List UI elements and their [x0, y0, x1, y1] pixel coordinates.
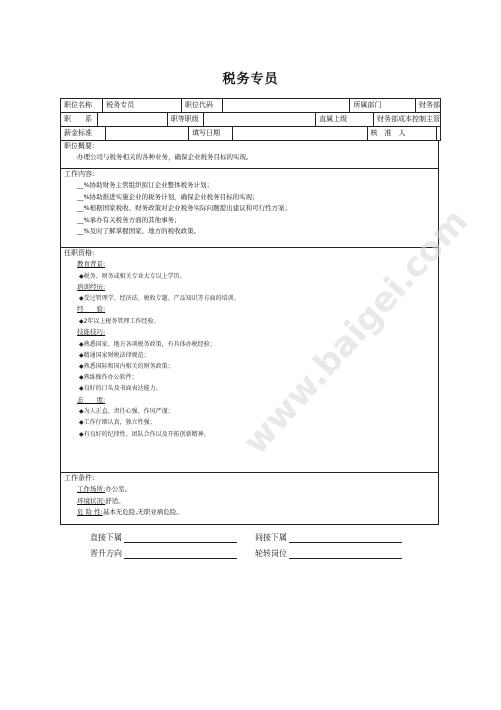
experience-item: ◆2年以上税务管理工作经验。 [79, 317, 160, 325]
rotation-positions-label: 轮转岗位 [255, 549, 287, 558]
duties-section [60, 169, 439, 248]
attitude-item: ◆工作仔细认真，独立性强； [79, 419, 156, 427]
duties-label: 工作内容: [64, 170, 95, 178]
attitude-item: ◆为人正直、责任心强、作风严谨； [79, 408, 174, 416]
promotion-path [90, 548, 255, 559]
skill-item: ◆良好的口头及书面表达能力。 [79, 385, 162, 393]
page-title: 税务专员 [222, 72, 279, 87]
overview-section [60, 141, 439, 169]
duty-item: __%根据国家税收、财务政策对企业税务实际问题提出建议和可行性方案； [77, 204, 292, 212]
indirect-subordinates-blank[interactable] [289, 533, 402, 543]
footer-row [90, 543, 420, 559]
job-code-value [223, 99, 350, 112]
overview-text: 办理公司与税务相关的各种业务，确保企业税务目标的实现。 [77, 153, 253, 161]
training-item: ◆受过管理学、经济法、税收专题、产品知识等方面的培训。 [79, 295, 240, 303]
salary-value [106, 127, 189, 140]
approver-value [437, 127, 440, 140]
job-series-value [98, 113, 167, 126]
fill-date-value [233, 127, 368, 140]
direct-subordinates-label: 直接下属 [90, 533, 122, 542]
skill-item: ◆熟练操作办公软件； [79, 374, 138, 382]
department-label: 所属部门 [350, 99, 416, 112]
experience-heading: 经 验: [77, 305, 106, 314]
department-value: 财务部 [419, 101, 441, 109]
conditions-label: 工作条件: [64, 474, 95, 482]
job-info-row [61, 127, 440, 140]
skills-heading: 技能技巧: [77, 328, 106, 337]
attitude-item: ◆有良好的纪律性、团队合作以及开拓创新精神。 [79, 430, 210, 438]
environment-value: 舒适。 [105, 496, 125, 505]
job-info-table [60, 98, 441, 141]
skill-item: ◆精通国家财税法律规范； [79, 351, 150, 359]
direct-subordinates-blank[interactable] [124, 533, 237, 543]
duty-item: __%协助推进实施企业的税务计划，确保企业税务目标的实现； [77, 192, 259, 201]
qualifications-label: 任职资格: [64, 249, 95, 257]
job-series-label: 职 系 [61, 113, 98, 126]
environment-line [61, 496, 438, 508]
conditions-section [60, 473, 439, 525]
watermark-text: www.baigei.com [235, 201, 476, 463]
duty-item: __%承办有关税务方面的其他事务； [77, 215, 181, 224]
workplace-heading: 工作场所: [77, 485, 106, 493]
footer-row [90, 527, 420, 543]
skill-item: ◆熟悉国家、地方各项税务政策，有具体办税经验； [79, 340, 216, 348]
approver-label: 核 准 人 [368, 127, 437, 140]
workplace-value: 办公室。 [105, 485, 132, 493]
rotation-positions [255, 548, 420, 559]
duty-item: __%协助财务主管组织拟订企业整体税务计划； [77, 181, 214, 189]
education-item: ◆税务、财务或相关专业大专以上学历。 [79, 272, 186, 280]
job-info-row [61, 113, 440, 127]
risk-heading: 危 险 性: [77, 508, 103, 516]
qualifications-section [60, 248, 439, 473]
risk-line [61, 507, 438, 519]
duty-item: __%及时了解掌握国家、地方的税收政策。 [77, 227, 201, 235]
workplace-line [61, 484, 438, 496]
supervisor-value: 财务部成本控制主管 [377, 115, 440, 123]
training-heading: 培训经历: [77, 282, 106, 291]
attitude-heading: 态 度: [77, 395, 106, 404]
job-info-row [61, 99, 440, 113]
fill-date-label: 填写日期 [189, 127, 233, 140]
rotation-positions-blank[interactable] [289, 549, 402, 559]
education-heading: 教育背景: [77, 260, 106, 268]
promotion-path-blank[interactable] [124, 549, 237, 559]
indirect-subordinates-label: 间接下属 [255, 533, 287, 542]
job-grade-value [204, 113, 316, 126]
direct-subordinates [90, 532, 255, 543]
supervisor-label: 直属上级 [316, 113, 374, 126]
job-grade-label: 职等职级 [168, 113, 205, 126]
job-name-label: 职位名称 [61, 99, 103, 112]
job-code-label: 职位代码 [182, 99, 223, 112]
indirect-subordinates [255, 532, 420, 543]
relations-footer [90, 527, 420, 559]
risk-value: 基本无危险,无职业病危险。 [102, 508, 183, 516]
promotion-path-label: 晋升方向 [90, 549, 122, 558]
job-name-value: 税务专员 [103, 99, 182, 112]
skill-item: ◆熟悉国际和国内相关的财务政策； [79, 363, 174, 371]
overview-label: 职位概要: [64, 142, 95, 150]
salary-label: 薪金标准 [61, 127, 106, 140]
environment-heading: 环境状况: [77, 496, 106, 505]
